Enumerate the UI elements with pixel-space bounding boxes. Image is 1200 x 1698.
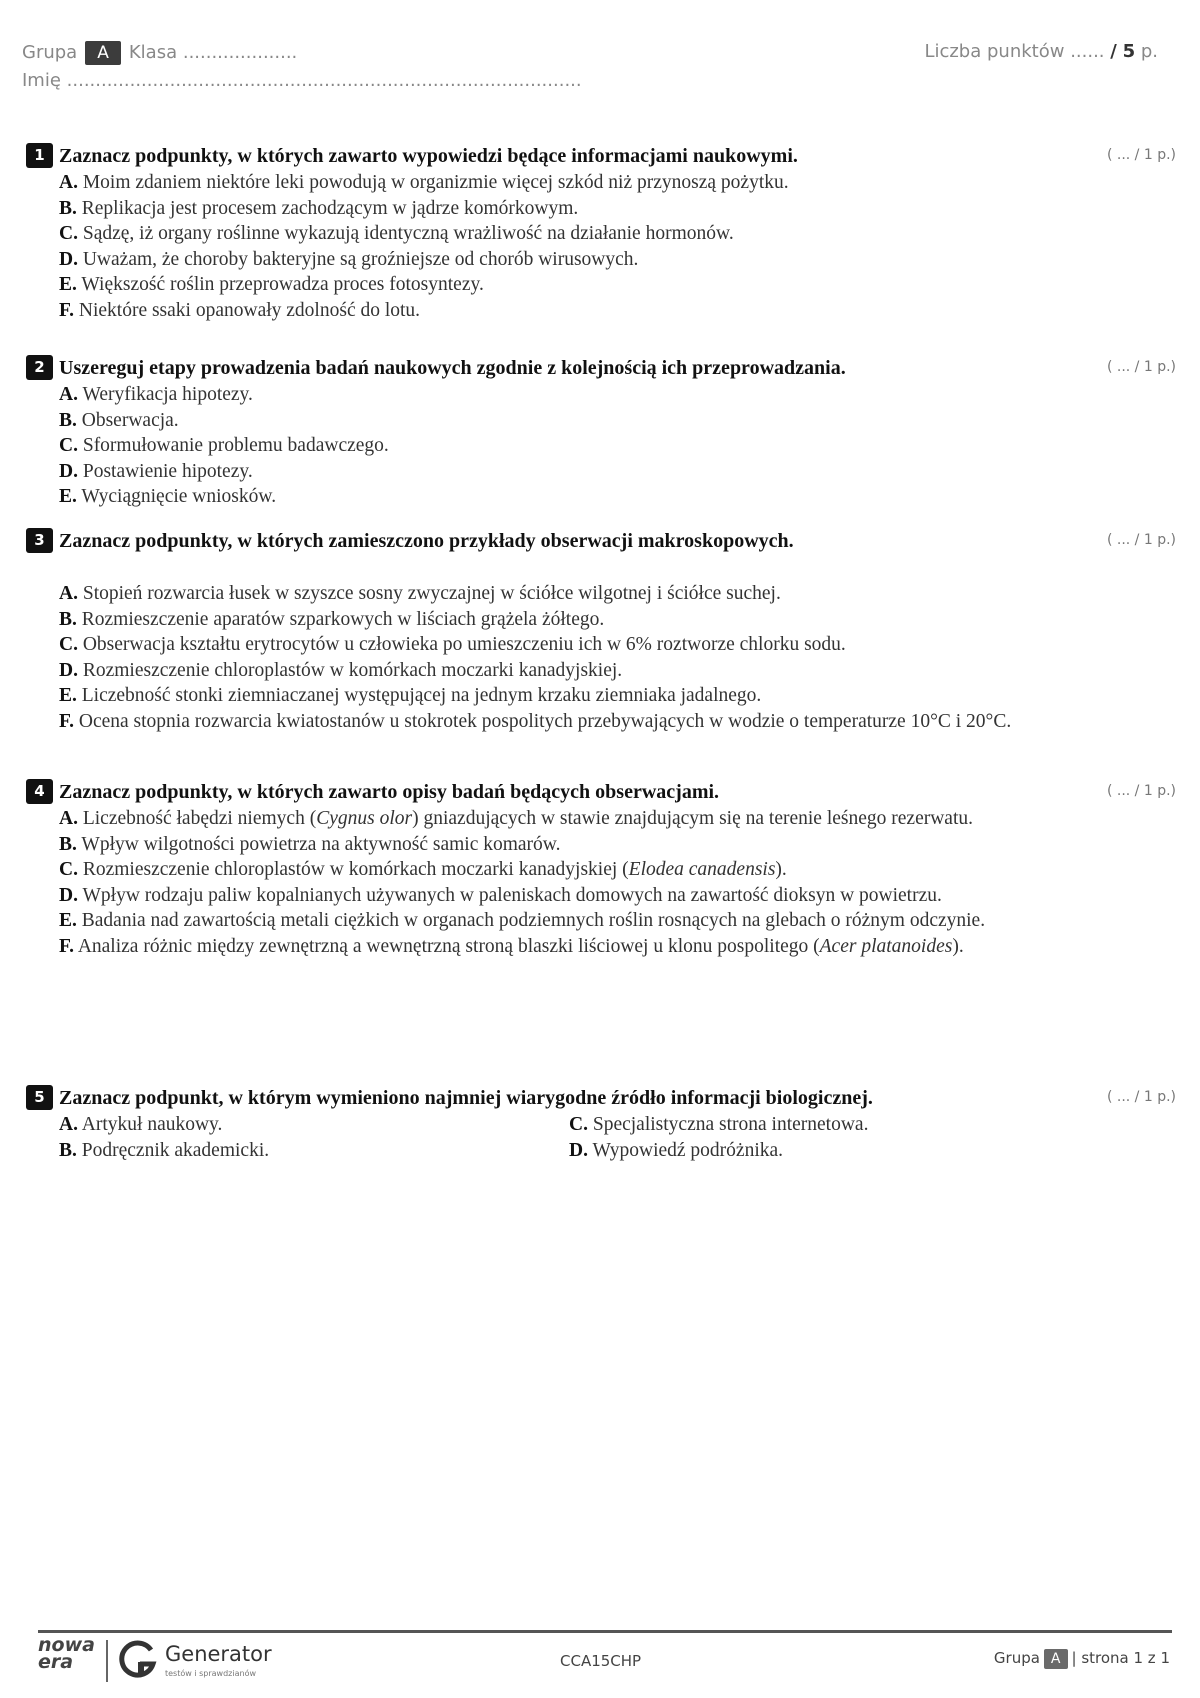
option-a[interactable]: A. Weryfikacja hipotezy. bbox=[59, 384, 253, 405]
task-1 bbox=[26, 143, 1176, 323]
task-3 bbox=[26, 528, 1176, 734]
option-c[interactable]: C. Sformułowanie problemu badawczego. bbox=[59, 435, 389, 456]
option-a[interactable]: A. Moim zdaniem niektóre leki powodują w organizmie więcej szkód niż przynoszą pożytku. bbox=[59, 172, 789, 193]
document-code: CCA15CHP bbox=[560, 1652, 642, 1670]
header-group-line bbox=[22, 41, 297, 65]
generator-wordmark: Generator bbox=[165, 1642, 272, 1666]
points-max: 5 bbox=[1122, 41, 1136, 62]
task-score: ( ... / 1 p.) bbox=[1106, 1089, 1176, 1105]
task-4 bbox=[26, 779, 1176, 959]
task-number-badge: 1 bbox=[26, 143, 53, 168]
generator-g-icon bbox=[118, 1640, 158, 1685]
klasa-blank: .................... bbox=[182, 42, 298, 63]
option-e[interactable]: E. Badania nad zawartością metali ciężkich w organach podziemnych roślin rosnących na glebach o różnym odczynie. bbox=[59, 910, 986, 931]
footer-page-info bbox=[994, 1649, 1170, 1669]
option-list bbox=[59, 382, 1176, 510]
option-c[interactable]: C. Sądzę, iż organy roślinne wykazują identyczną wrażliwość na działanie hormonów. bbox=[59, 223, 734, 244]
task-question: Zaznacz podpunkty, w których zawarto wypowiedzi będące informacjami naukowymi. bbox=[59, 145, 798, 167]
grupa-value-box: A bbox=[85, 41, 121, 65]
header-name-line bbox=[22, 70, 582, 91]
option-b[interactable]: B. Obserwacja. bbox=[59, 409, 179, 431]
task-question: Zaznacz podpunkt, w którym wymieniono najmniej wiarygodne źródło informacji biologicznej. bbox=[59, 1087, 873, 1109]
grupa-label: Grupa bbox=[22, 42, 78, 63]
task-5 bbox=[26, 1085, 1176, 1163]
task-number-badge: 2 bbox=[26, 355, 53, 380]
task-number-badge: 5 bbox=[26, 1085, 53, 1110]
imie-label: Imię bbox=[22, 70, 61, 91]
imie-blank: .......................................................................................... bbox=[66, 70, 582, 91]
option-list bbox=[59, 581, 1176, 734]
task-question: Uszereguj etapy prowadzenia badań naukowych zgodnie z kolejnością ich przeprowadzania. bbox=[59, 357, 846, 379]
option-a[interactable]: A. Stopień rozwarcia łusek w szyszce sosny zwyczajnej w ściółce wilgotnej i ściółce suchej. bbox=[59, 583, 781, 604]
task-number-badge: 4 bbox=[26, 779, 53, 804]
option-b[interactable]: B. Wpływ wilgotności powietrza na aktywność samic komarów. bbox=[59, 833, 561, 855]
points-sep: / bbox=[1110, 41, 1117, 62]
footer-grupa-box: A bbox=[1044, 1649, 1068, 1669]
option-f[interactable]: F. Analiza różnic między zewnętrzną a wewnętrzną stroną blaszki liściowej u klonu pospolitego (Acer platanoides). bbox=[59, 935, 964, 957]
footer-rule bbox=[38, 1630, 1172, 1633]
total-points bbox=[924, 41, 1158, 62]
option-b[interactable]: B. Podręcznik akademicki. bbox=[59, 1139, 270, 1161]
option-columns bbox=[59, 1112, 1176, 1163]
option-f[interactable]: F. Ocena stopnia rozwarcia kwiatostanów u stokrotek pospolitych przebywających w wodzie o temperaturze 10°C i 20°C. bbox=[59, 710, 1012, 732]
points-unit: p. bbox=[1140, 41, 1158, 62]
task-question: Zaznacz podpunkty, w których zamieszczono przykłady obserwacji makroskopowych. bbox=[59, 530, 794, 552]
option-d[interactable]: D. Uważam, że choroby bakteryjne są groźniejsze od chorób wirusowych. bbox=[59, 248, 639, 270]
generator-tagline: testów i sprawdzianów bbox=[165, 1669, 256, 1678]
task-number-badge: 3 bbox=[26, 528, 53, 553]
option-d[interactable]: D. Rozmieszczenie chloroplastów w komórkach moczarki kanadyjskiej. bbox=[59, 659, 623, 681]
task-score: ( ... / 1 p.) bbox=[1106, 783, 1176, 799]
option-c[interactable]: C. Obserwacja kształtu erytrocytów u człowieka po umieszczeniu ich w 6% roztworze chlorku sodu. bbox=[59, 634, 846, 655]
option-b[interactable]: B. Rozmieszczenie aparatów szparkowych w liściach grążela żółtego. bbox=[59, 608, 605, 630]
option-list bbox=[59, 806, 1079, 959]
footer-grupa-label: Grupa bbox=[993, 1649, 1040, 1667]
option-list bbox=[59, 170, 1176, 323]
option-column-right bbox=[569, 1112, 1079, 1163]
footer-page-number: | strona 1 z 1 bbox=[1071, 1649, 1170, 1667]
task-question: Zaznacz podpunkty, w których zawarto opisy badań będących obserwacjami. bbox=[59, 781, 720, 803]
points-blank: ...... bbox=[1070, 41, 1105, 62]
option-f[interactable]: F. Niektóre ssaki opanowały zdolność do lotu. bbox=[59, 299, 421, 321]
nowa-era-logo bbox=[38, 1634, 98, 1673]
option-e[interactable]: E. Większość roślin przeprowadza proces fotosyntezy. bbox=[59, 274, 484, 295]
option-c[interactable]: C. Rozmieszczenie chloroplastów w komórkach moczarki kanadyjskiej (Elodea canadensis). bbox=[59, 859, 787, 880]
klasa-label: Klasa bbox=[128, 42, 178, 63]
logo-divider bbox=[106, 1640, 108, 1682]
points-label: Liczba punktów bbox=[924, 41, 1065, 62]
option-d[interactable]: D. Postawienie hipotezy. bbox=[59, 460, 253, 482]
task-score: ( ... / 1 p.) bbox=[1106, 147, 1176, 163]
task-2 bbox=[26, 355, 1176, 510]
option-e[interactable]: E. Wyciągnięcie wniosków. bbox=[59, 486, 277, 507]
option-column-left bbox=[59, 1112, 569, 1163]
option-a[interactable]: A. Liczebność łabędzi niemych (Cygnus olor) gniazdujących w stawie znajdującym się na terenie leśnego rezerwatu. bbox=[59, 808, 974, 829]
option-c[interactable]: C. Specjalistyczna strona internetowa. bbox=[569, 1114, 869, 1135]
task-score: ( ... / 1 p.) bbox=[1106, 359, 1176, 375]
option-d[interactable]: D. Wpływ rodzaju paliw kopalnianych używanych w paleniskach domowych na zawartość dioksyn w powietrzu. bbox=[59, 884, 942, 906]
logo-nowa-text: nowa bbox=[38, 1634, 95, 1656]
option-e[interactable]: E. Liczebność stonki ziemniaczanej występującej na jednym krzaku ziemniaka jadalnego. bbox=[59, 685, 762, 706]
option-d[interactable]: D. Wypowiedź podróżnika. bbox=[569, 1139, 784, 1161]
task-score: ( ... / 1 p.) bbox=[1106, 532, 1176, 548]
option-a[interactable]: A. Artykuł naukowy. bbox=[59, 1114, 223, 1135]
logo-era-text: era bbox=[38, 1651, 74, 1673]
option-b[interactable]: B. Replikacja jest procesem zachodzącym w jądrze komórkowym. bbox=[59, 197, 579, 219]
